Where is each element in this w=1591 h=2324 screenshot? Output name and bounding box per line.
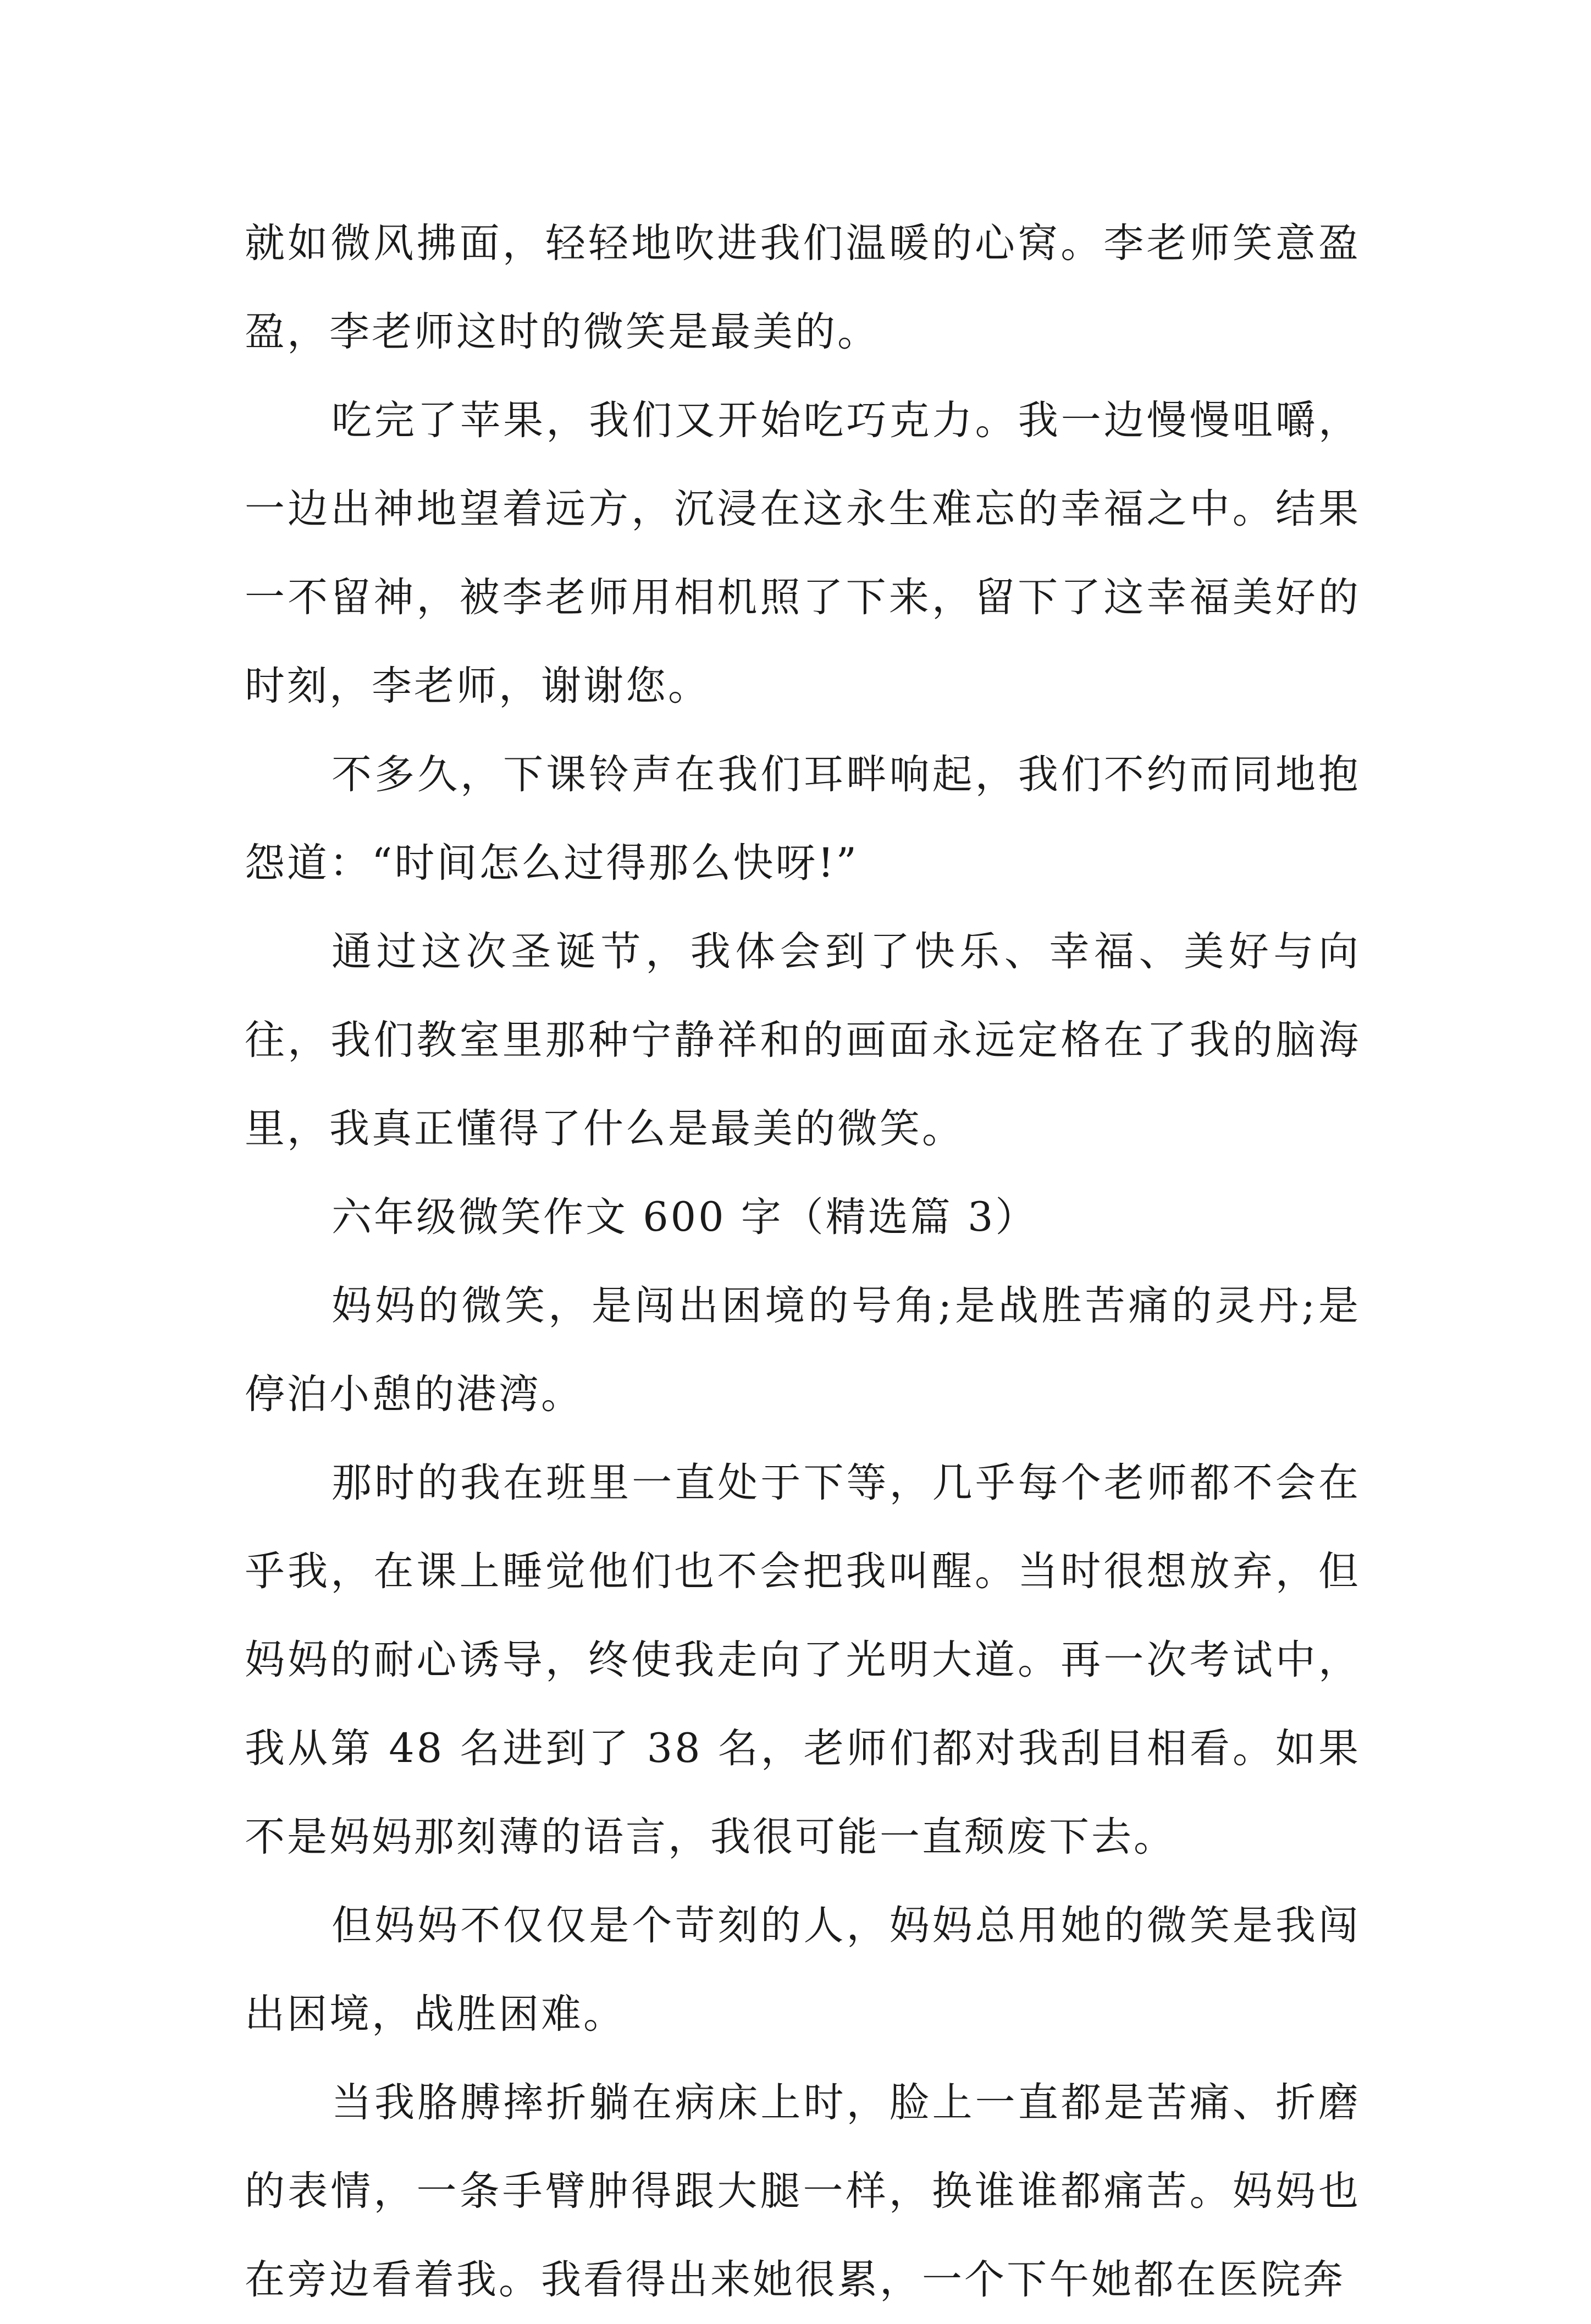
section-heading: 六年级微笑作文 600 字（精选篇 3） (332, 1194, 1038, 1241)
paragraph-5: 妈妈的微笑，是闯出困境的号角;是战胜苦痛的灵丹;是停泊小憩的港湾。 (245, 1282, 1361, 1418)
paragraph-6: 那时的我在班里一直处于下等，几乎每个老师都不会在乎我，在课上睡觉他们也不会把我叫醒。当时很想放弃，但妈妈的耐心诱导，终使我走向了光明大道。再一次考试中，我从第 48 名进到了 38 名，老师们都对我刮目相看。如果不是妈妈那刻薄的语言，我很可能一直颓废下去。 (245, 1460, 1361, 1860)
paragraph-2: 吃完了苹果，我们又开始吃巧克力。我一边慢慢咀嚼，一边出神地望着远方，沉浸在这永生难忘的幸福之中。结果一不留神，被李老师用相机照了下来，留下了这幸福美好的时刻，李老师，谢谢您。 (245, 397, 1361, 709)
paragraph-8: 当我胳膊摔折躺在病床上时，脸上一直都是苦痛、折磨的表情，一条手臂肿得跟大腿一样，换谁谁都痛苦。妈妈也在旁边看着我。我看得出来她很累，一个下午她都在医院奔 (245, 2079, 1361, 2303)
paragraph-4: 通过这次圣诞节，我体会到了快乐、幸福、美好与向往，我们教室里那种宁静祥和的画面永远定格在了我的脑海里，我真正懂得了什么是最美的微笑。 (245, 928, 1361, 1152)
paragraph-7: 但妈妈不仅仅是个苛刻的人，妈妈总用她的微笑是我闯出困境，战胜困难。 (245, 1902, 1361, 2037)
paragraph-3: 不多久，下课铃声在我们耳畔响起，我们不约而同地抱怨道：“时间怎么过得那么快呀!” (245, 751, 1361, 886)
paragraph-1: 就如微风拂面，轻轻地吹进我们温暖的心窝。李老师笑意盈盈，李老师这时的微笑是最美的。 (245, 220, 1361, 355)
document-body (245, 199, 1361, 2324)
